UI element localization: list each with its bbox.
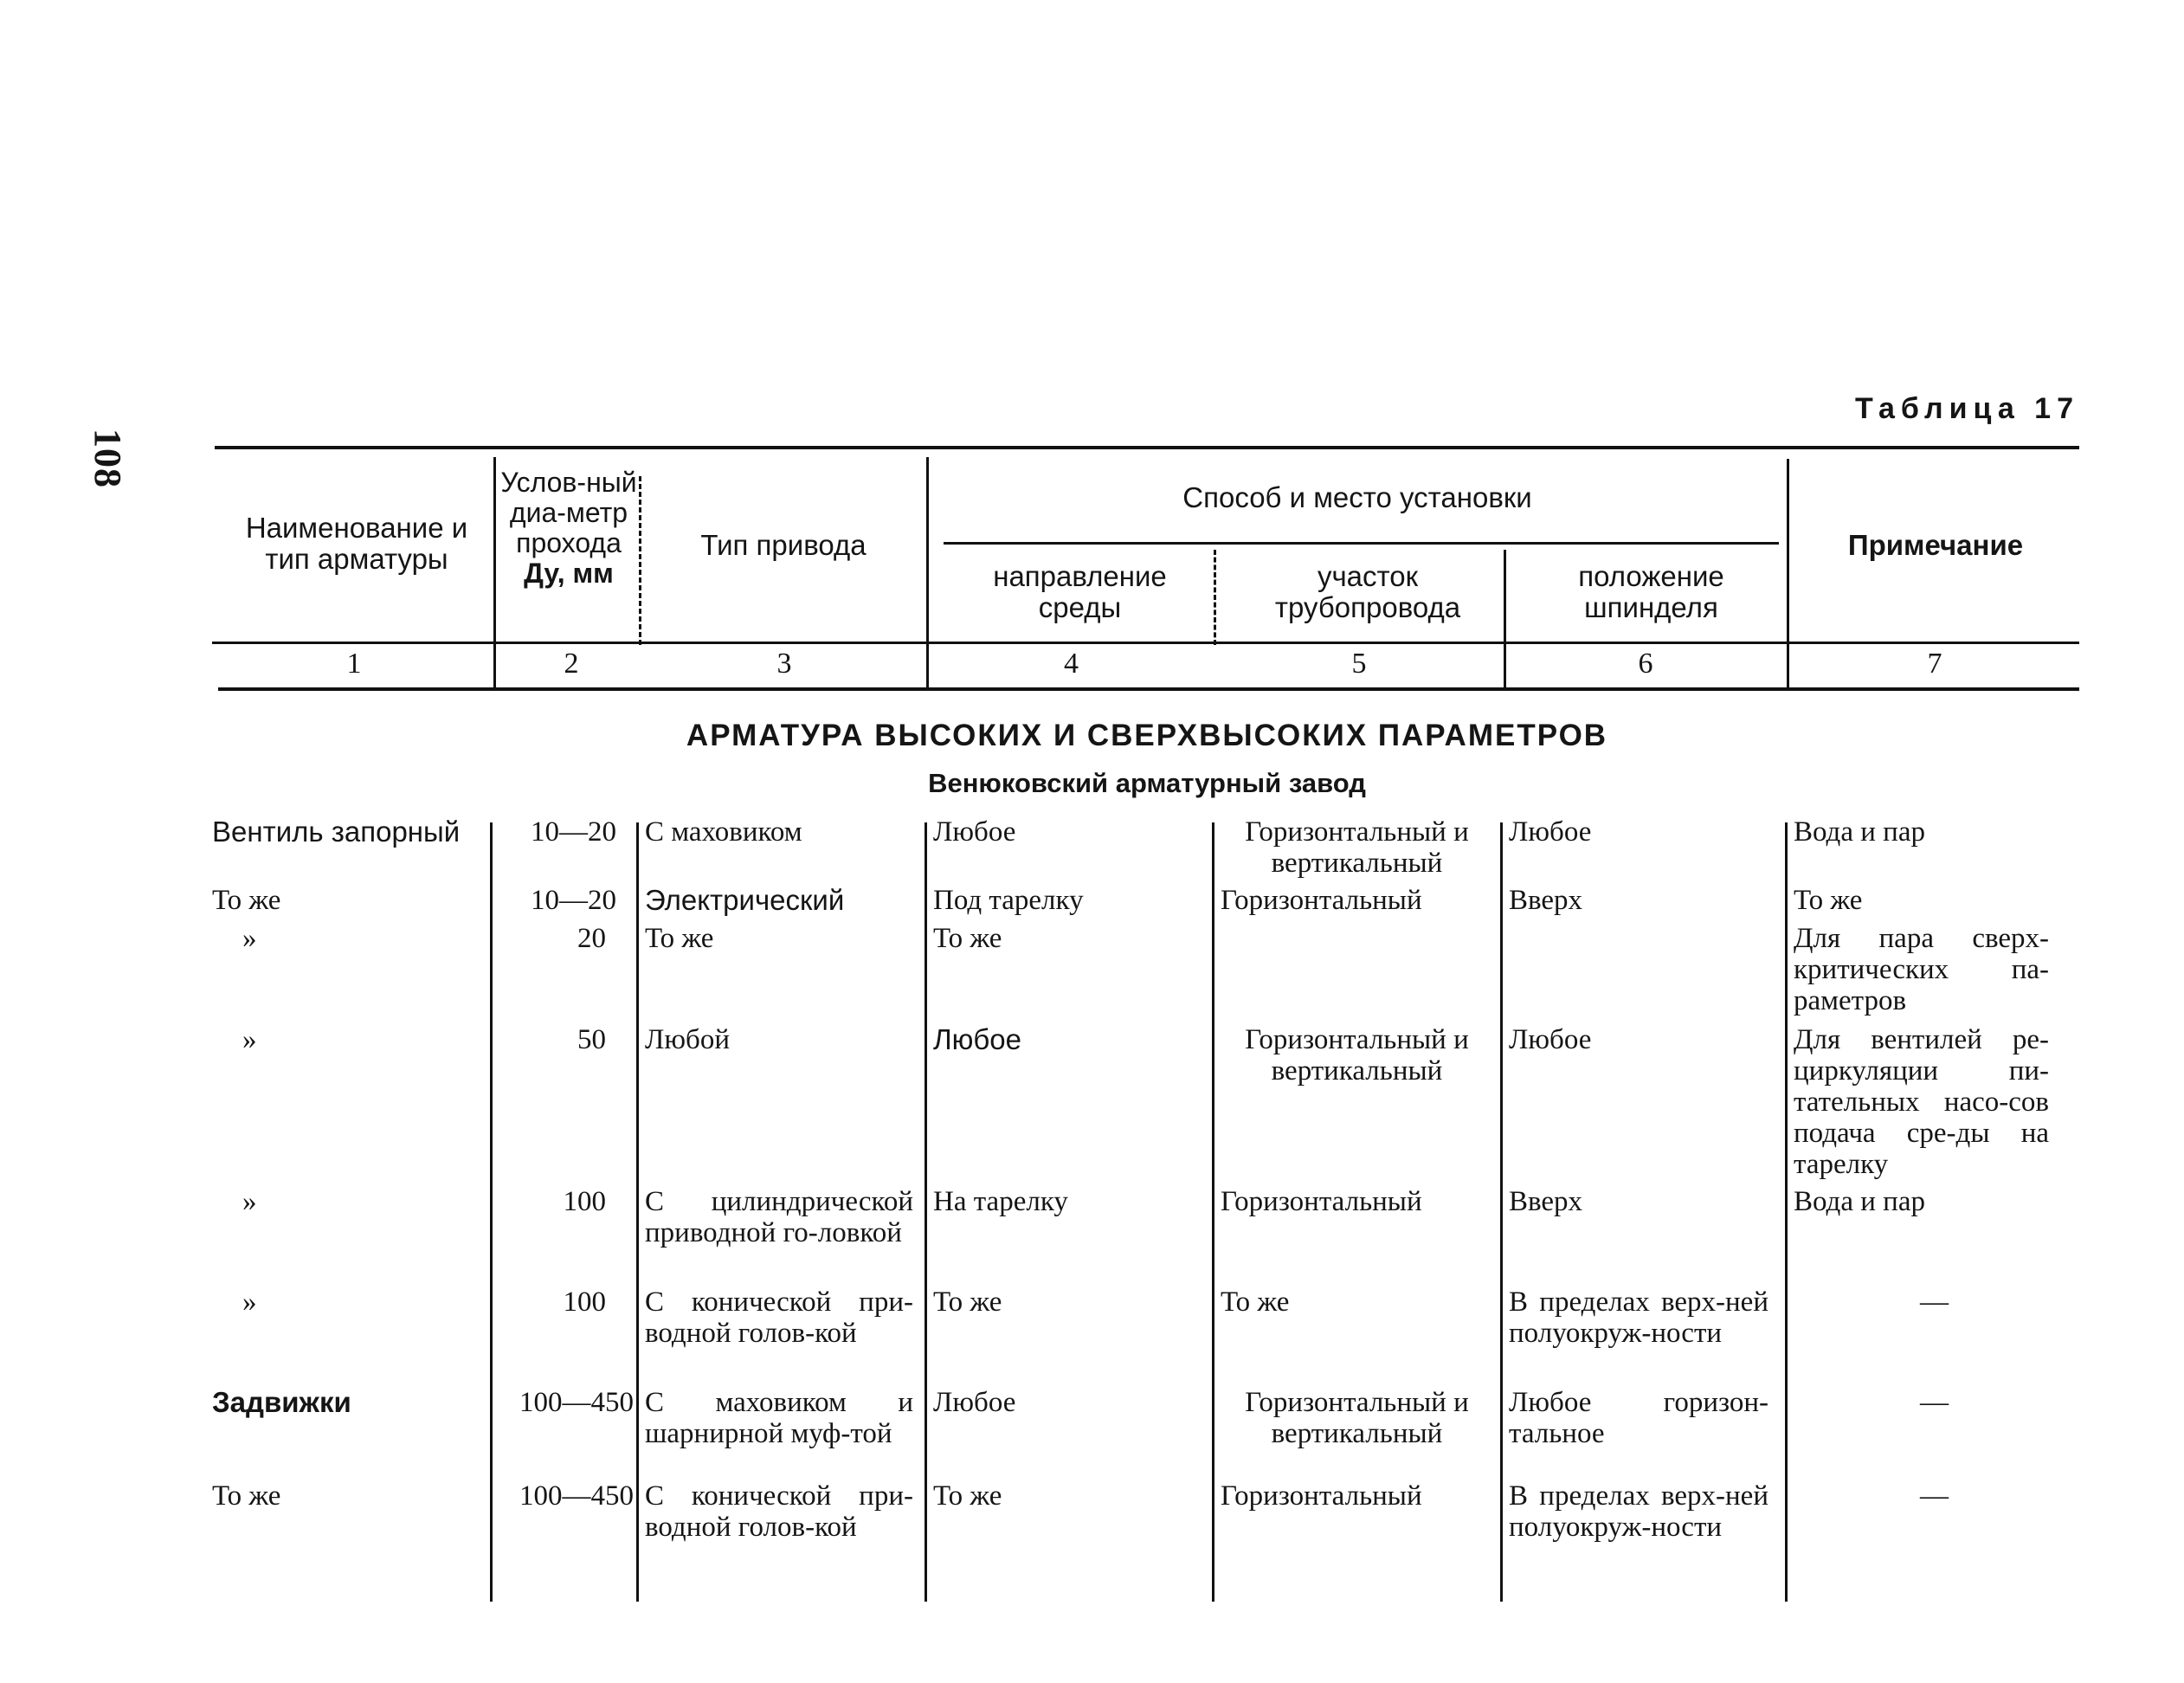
header-divider-2 — [639, 476, 641, 645]
column-number-5: 5 — [1351, 648, 1367, 680]
header-direction — [952, 561, 1208, 623]
table-caption: Таблица 17 — [1855, 392, 2079, 425]
row-8-direction: То же — [933, 1480, 1002, 1512]
row-2-direction: Под тарелку — [933, 885, 1084, 916]
row-4-dn: 50 — [577, 1024, 606, 1055]
row-6-spindle: В пределах верх-ней полуокруж-ности — [1509, 1286, 1768, 1349]
row-5-name: » — [242, 1186, 257, 1217]
row-1-dn: 10—20 — [531, 816, 616, 848]
row-5-section: Горизонтальный — [1221, 1186, 1422, 1217]
header-spindle-position-text: положение шпинделя — [1578, 560, 1724, 623]
header-name-type — [223, 513, 490, 575]
row-2-section: Горизонтальный — [1221, 885, 1422, 916]
row-6-note: — — [1920, 1286, 1949, 1318]
header-nominal-diameter — [500, 468, 637, 589]
header-note-text: Примечание — [1847, 529, 2024, 561]
row-4-spindle: Любое — [1509, 1024, 1592, 1055]
row-6-name: » — [242, 1286, 257, 1318]
header-name-type-text: Наименование и тип арматуры — [245, 512, 468, 575]
row-7-drive: С маховиком и шарнирной муф-той — [645, 1387, 913, 1449]
row-7-dn: 100—450 — [519, 1387, 634, 1418]
row-1-section: Горизонтальный и вертикальный — [1245, 816, 1469, 879]
row-7-name: Задвижки — [212, 1386, 351, 1418]
row-2-dn: 10—20 — [531, 885, 616, 916]
row-3-note: Для пара сверх-критических па-раметров — [1794, 923, 2049, 1016]
body-divider-4 — [1212, 822, 1214, 1602]
body-divider-5 — [1500, 822, 1503, 1602]
header-divider-3 — [926, 457, 929, 691]
numbers-bottom-rule — [218, 687, 2079, 691]
row-5-drive: С цилиндрической приводной го-ловкой — [645, 1186, 913, 1248]
row-4-section: Горизонтальный и вертикальный — [1245, 1024, 1469, 1087]
table-top-rule — [215, 446, 2079, 449]
row-8-name: То же — [212, 1480, 281, 1512]
row-6-direction: То же — [933, 1286, 1002, 1318]
row-4-note: Для вентилей ре-циркуляции пи-тательных насо-сов подача сре-ды на тарелку — [1794, 1024, 2049, 1180]
row-4-name: » — [242, 1024, 257, 1055]
row-2-drive: Электрический — [645, 884, 845, 916]
row-1-note: Вода и пар — [1794, 816, 1925, 848]
row-3-dn: 20 — [577, 923, 606, 954]
header-drive-type — [645, 530, 922, 561]
header-note — [1796, 530, 2075, 561]
row-7-section: Горизонтальный и вертикальный — [1245, 1387, 1469, 1449]
header-nominal-diameter-unit: Ду, мм — [524, 558, 614, 589]
row-4-direction: Любое — [933, 1023, 1022, 1055]
row-1-spindle: Любое — [1509, 816, 1592, 848]
body-divider-6 — [1785, 822, 1788, 1602]
header-spindle-position — [1524, 561, 1779, 623]
header-direction-text: направление среды — [993, 560, 1167, 623]
row-6-section: То же — [1221, 1286, 1290, 1318]
row-1-name: Вентиль запорный — [212, 816, 461, 848]
header-installation-group-text: Способ и место установки — [1182, 481, 1532, 513]
body-divider-2 — [636, 822, 639, 1602]
header-divider-1 — [493, 457, 496, 691]
row-8-dn: 100—450 — [519, 1480, 634, 1512]
row-2-note: То же — [1794, 885, 1863, 916]
row-4-drive: Любой — [645, 1024, 730, 1055]
row-7-direction: Любое — [933, 1387, 1016, 1418]
row-7-spindle: Любое горизон-тальное — [1509, 1387, 1768, 1449]
row-1-drive: С маховиком — [645, 816, 802, 848]
column-number-3: 3 — [776, 648, 792, 680]
row-5-note: Вода и пар — [1794, 1186, 1925, 1217]
column-number-4: 4 — [1064, 648, 1079, 680]
column-number-1: 1 — [346, 648, 362, 680]
row-2-spindle: Вверх — [1509, 885, 1583, 916]
row-1-direction: Любое — [933, 816, 1016, 848]
row-5-spindle: Вверх — [1509, 1186, 1583, 1217]
column-number-2: 2 — [564, 648, 579, 680]
header-installation-group — [933, 482, 1781, 513]
row-3-drive: То же — [645, 923, 714, 954]
group-rule — [944, 542, 1779, 545]
header-divider-4 — [1214, 550, 1216, 645]
header-nominal-diameter-text: Услов-ный диа-метр прохода — [500, 467, 637, 558]
header-pipe-section-text: участок трубопровода — [1274, 560, 1461, 623]
row-6-dn: 100 — [563, 1286, 606, 1318]
header-divider-6 — [1787, 459, 1789, 691]
row-8-note: — — [1920, 1480, 1949, 1512]
row-6-drive: С конической при-водной голов-кой — [645, 1286, 913, 1349]
row-2-name: То же — [212, 885, 281, 916]
header-bottom-rule — [212, 642, 2079, 644]
page-number: 108 — [87, 429, 129, 488]
header-drive-type-text: Тип привода — [700, 529, 867, 561]
section-title: АРМАТУРА ВЫСОКИХ И СВЕРХВЫСОКИХ ПАРАМЕТРОВ — [686, 719, 1608, 752]
body-divider-1 — [490, 822, 493, 1602]
header-pipe-section — [1238, 561, 1498, 623]
section-subtitle: Венюковский арматурный завод — [928, 768, 1366, 798]
row-8-drive: С конической при-водной голов-кой — [645, 1480, 913, 1543]
row-8-spindle: В пределах верх-ней полуокруж-ности — [1509, 1480, 1768, 1543]
row-7-note: — — [1920, 1387, 1949, 1418]
column-number-6: 6 — [1638, 648, 1653, 680]
row-8-section: Горизонтальный — [1221, 1480, 1422, 1512]
row-5-dn: 100 — [563, 1186, 606, 1217]
row-3-direction: То же — [933, 923, 1002, 954]
body-divider-3 — [924, 822, 927, 1602]
row-3-name: » — [242, 923, 257, 954]
row-5-direction: На тарелку — [933, 1186, 1068, 1217]
column-number-7: 7 — [1927, 648, 1942, 680]
